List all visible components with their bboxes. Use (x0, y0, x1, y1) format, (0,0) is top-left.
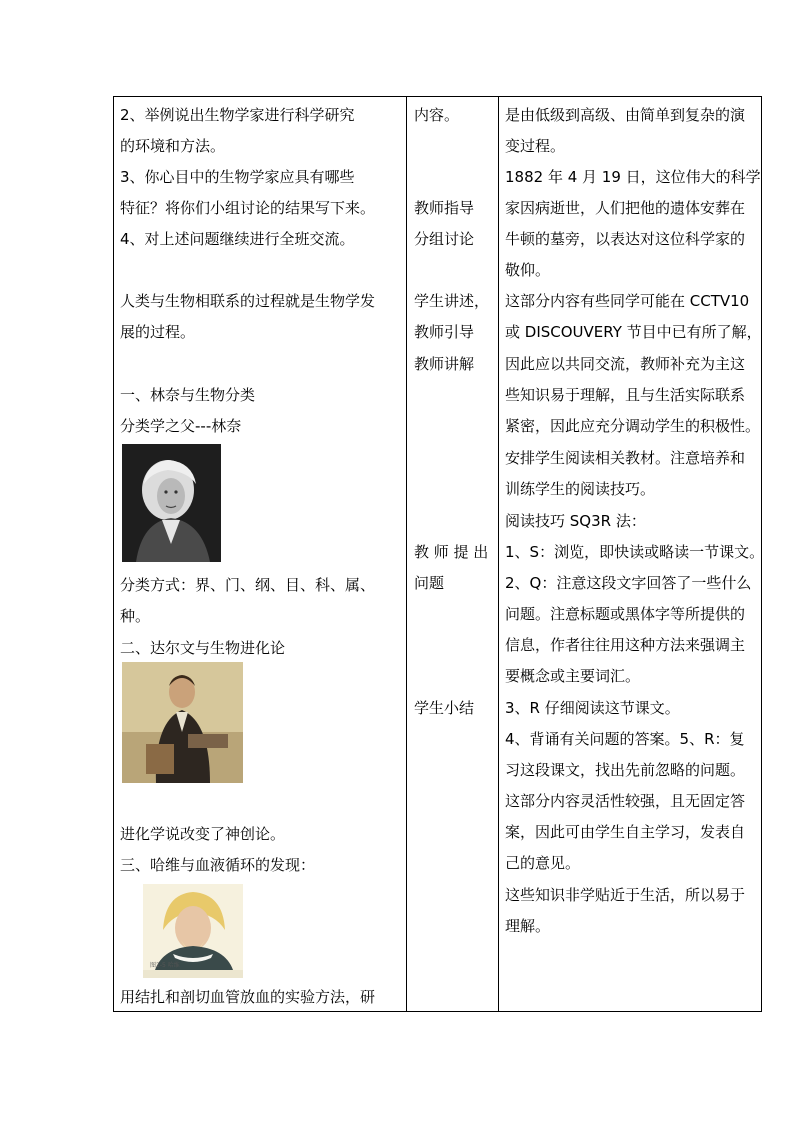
text-line: 4、对上述问题继续进行全班交流。 (120, 230, 355, 248)
note-line: 因此应以共同交流，教师补充为主这 (505, 355, 746, 373)
method-label: 教师引导 (414, 323, 475, 341)
method-label: 问题 (414, 574, 445, 592)
linnaeus-portrait (122, 444, 221, 562)
text-line: 用结扎和剖切血管放血的实验方法，研 (120, 988, 376, 1006)
section-heading-harvey: 三、哈维与血液循环的发现： (120, 856, 316, 874)
method-label: 教 师 提 出 (414, 543, 489, 561)
text-line: 进化学说改变了神创论。 (120, 825, 286, 843)
method-label: 内容。 (414, 106, 460, 124)
text-line: 特征？将你们小组讨论的结果写下来。 (120, 199, 376, 217)
note-line: 1882 年 4 月 19 日，这位伟大的科学 (505, 168, 761, 186)
text-line: 分类方式：界、门、纲、目、科、属、 (120, 576, 376, 594)
note-line: 要概念或主要词汇。 (505, 667, 641, 685)
text-line: 展的过程。 (120, 323, 196, 341)
note-line: 牛顿的墓旁，以表达对这位科学家的 (505, 230, 746, 248)
note-line: 这部分内容有些同学可能在 CCTV10 (505, 292, 750, 310)
text-line: 种。 (120, 607, 151, 625)
note-line: 些知识易于理解，且与生活实际联系 (505, 386, 746, 404)
note-line: 是由低级到高级、由简单到复杂的演 (505, 106, 746, 124)
note-line: 2、Q：注意这段文字回答了一些什么 (505, 574, 752, 592)
method-label: 教师讲解 (414, 355, 475, 373)
text-line: 人类与生物相联系的过程就是生物学发 (120, 292, 376, 310)
text-line: 分类学之父---林奈 (120, 417, 242, 435)
lesson-table (113, 96, 765, 1012)
note-line: 阅读技巧 SQ3R 法： (505, 512, 646, 530)
note-line: 这部分内容灵活性较强，且无固定答 (505, 792, 746, 810)
note-line: 紧密，因此应充分调动学生的积极性。 (505, 417, 761, 435)
column-divider-1 (406, 97, 407, 1011)
method-label: 学生讲述， (414, 292, 490, 310)
note-line: 习这段课文，找出先前忽略的问题。 (505, 761, 746, 779)
note-line: 训练学生的阅读技巧。 (505, 480, 656, 498)
method-label: 教师指导 (414, 199, 475, 217)
note-line: 1、S：浏览，即快读或略读一节课文。 (505, 543, 765, 561)
harvey-caption: 图2-5 哈维 (150, 962, 180, 969)
note-line: 案，因此可由学生自主学习，发表自 (505, 823, 746, 841)
column-divider-2 (498, 97, 499, 1011)
note-line: 敬仰。 (505, 261, 551, 279)
note-line: 理解。 (505, 917, 551, 935)
note-line: 这些知识非学贴近于生活，所以易于 (505, 886, 746, 904)
text-line: 2、举例说出生物学家进行科学研究 (120, 106, 355, 124)
note-line: 己的意见。 (505, 854, 581, 872)
note-line: 家因病逝世，人们把他的遗体安葬在 (505, 199, 746, 217)
text-line: 3、你心目中的生物学家应具有哪些 (120, 168, 355, 186)
note-line: 信息，作者往往用这种方法来强调主 (505, 636, 746, 654)
method-label: 分组讨论 (414, 230, 475, 248)
note-line: 问题。注意标题或黑体字等所提供的 (505, 605, 746, 623)
darwin-portrait (122, 662, 243, 783)
note-line: 或 DISCOUVERY 节目中已有所了解， (505, 323, 762, 341)
section-heading-darwin: 二、达尔文与生物进化论 (120, 639, 286, 657)
note-line: 4、背诵有关问题的答案。5、R：复 (505, 730, 745, 748)
note-line: 安排学生阅读相关教材。注意培养和 (505, 449, 746, 467)
section-heading-linnaeus: 一、林奈与生物分类 (120, 386, 256, 404)
method-label: 学生小结 (414, 699, 475, 717)
text-line: 的环境和方法。 (120, 137, 226, 155)
note-line: 3、R 仔细阅读这节课文。 (505, 699, 680, 717)
note-line: 变过程。 (505, 137, 566, 155)
